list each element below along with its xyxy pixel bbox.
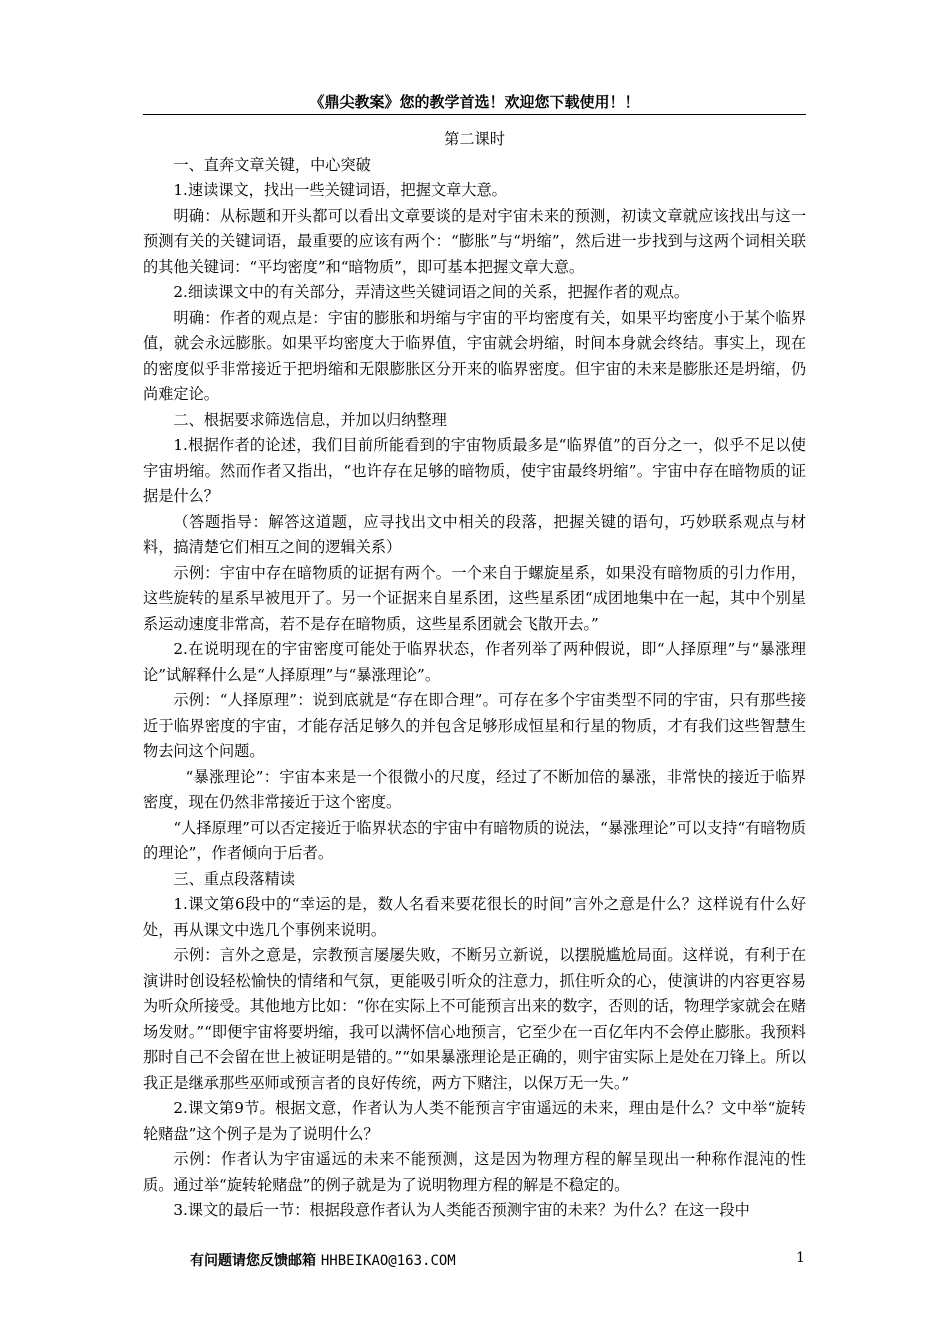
page-footer: [190, 1250, 456, 1270]
paragraph: （答题指导：解答这道题，应寻找出文中相关的段落，把握关键的语句，巧妙联系观点与材料，搞清楚它们相互之间的逻辑关系）: [143, 512, 806, 556]
page-number: 1: [796, 1250, 805, 1266]
page-header: 《鼎尖教案》您的教学首选！欢迎您下载使用！！: [309, 93, 640, 111]
document-body: [143, 127, 806, 1224]
paragraph: 2.在说明现在的宇宙密度可能处于临界状态，作者列举了两种假说，即“人择原理”与“暴涨理论”试解释什么是“人择原理”与“暴涨理论”。: [143, 640, 806, 684]
paragraph: 1.根据作者的论述，我们目前所能看到的宇宙物质最多是“临界值”的百分之一，似乎不足以使宇宙坍缩。然而作者又指出，“也许存在足够的暗物质，使宇宙最终坍缩”。宇宙中存在暗物质的证据是什么？: [143, 436, 806, 505]
paragraph: 2.课文第9节。根据文意，作者认为人类不能预言宇宙遥远的未来，理由是什么？文中举“旋转轮赌盘”这个例子是为了说明什么？: [143, 1099, 806, 1143]
paragraph: 2.细读课文中的有关部分，弄清这些关键词语之间的关系，把握作者的观点。: [173, 283, 690, 301]
paragraph: “暴涨理论”：宇宙本来是一个很微小的尺度，经过了不断加倍的暴涨，非常快的接近于临界密度，现在仍然非常接近于这个密度。: [143, 767, 806, 811]
paragraph: 示例：宇宙中存在暗物质的证据有两个。一个来自于螺旋星系，如果没有暗物质的引力作用，这些旋转的星系早被甩开了。另一个证据来自星系团，这些星系团“成团地集中在一起，其中个别星系运动速度非常高，若不是存在暗物质，这些星系团就会飞散开去。”: [143, 563, 806, 633]
section-title: 第二课时: [444, 130, 505, 148]
heading-3: 三、重点段落精读: [173, 869, 295, 888]
footer-email: HHBEIKAO@163.COM: [320, 1253, 456, 1269]
footer-label: 有问题请您反馈邮箱: [190, 1253, 316, 1269]
paragraph: “人择原理”可以否定接近于临界状态的宇宙中有暗物质的说法，“暴涨理论”可以支持“有暗物质的理论”，作者倾向于后者。: [143, 818, 806, 862]
header-divider: [143, 114, 806, 115]
paragraph: 明确：作者的观点是：宇宙的膨胀和坍缩与宇宙的平均密度有关，如果平均密度小于某个临界值，就会永远膨胀。如果平均密度大于临界值，宇宙就会坍缩，时间本身就会终结。事实上，现在的密度似乎非常接近于把坍缩和无限膨胀区分开来的临界密度。但宇宙的未来是膨胀还是坍缩，仍尚难定论。: [143, 308, 806, 403]
paragraph: 1.课文第6段中的“幸运的是，数人名看来要花很长的时间”言外之意是什么？这样说有什么好处，再从课文中选几个事例来说明。: [143, 895, 806, 939]
paragraph: 示例：言外之意是，宗教预言屡屡失败，不断另立新说，以摆脱尴尬局面。这样说，有利于在演讲时创设轻松愉快的情绪和气氛，更能吸引听众的注意力，抓住听众的心，使演讲的内容更容易为听众所接受。其他地方比如：“你在实际上不可能预言出来的数字，否则的话，物理学家就会在赌场发财。”“即便宇宙将要坍缩，我可以满怀信心地预言，它至少在一百亿年内不会停止膨胀。我预料那时自己不会留在世上被证明是错的。”“如果暴涨理论是正确的，则宇宙实际上是处在刀锋上。所以我正是继承那些巫师或预言者的良好传统，两方下赌注，以保万无一失。”: [143, 946, 806, 1092]
paragraph: 1.速读课文，找出一些关键词语，把握文章大意。: [173, 181, 507, 199]
heading-1: 一、直奔文章关键，中心突破: [173, 155, 371, 174]
paragraph: 3.课文的最后一节：根据段意作者认为人类能否预测宇宙的未来？为什么？在这一段中: [173, 1201, 750, 1219]
heading-2: 二、根据要求筛选信息，并加以归纳整理: [173, 410, 447, 429]
paragraph: 示例：“人择原理”：说到底就是“存在即合理”。可存在多个宇宙类型不同的宇宙，只有那些接近于临界密度的宇宙，才能存活足够久的并包含足够形成恒星和行星的物质，才有我们这些智慧生物去问这个问题。: [143, 691, 806, 760]
paragraph: 明确：从标题和开头都可以看出文章要谈的是对宇宙未来的预测，初读文章就应该找出与这一预测有关的关键词语，最重要的应该有两个：“膨胀”与“坍缩”，然后进一步找到与这两个词相关联的其他关键词：“平均密度”和“暗物质”，即可基本把握文章大意。: [143, 206, 806, 276]
paragraph: 示例：作者认为宇宙遥远的未来不能预测，这是因为物理方程的解呈现出一种称作混沌的性质。通过举“旋转轮赌盘”的例子就是为了说明物理方程的解是不稳定的。: [143, 1150, 806, 1194]
